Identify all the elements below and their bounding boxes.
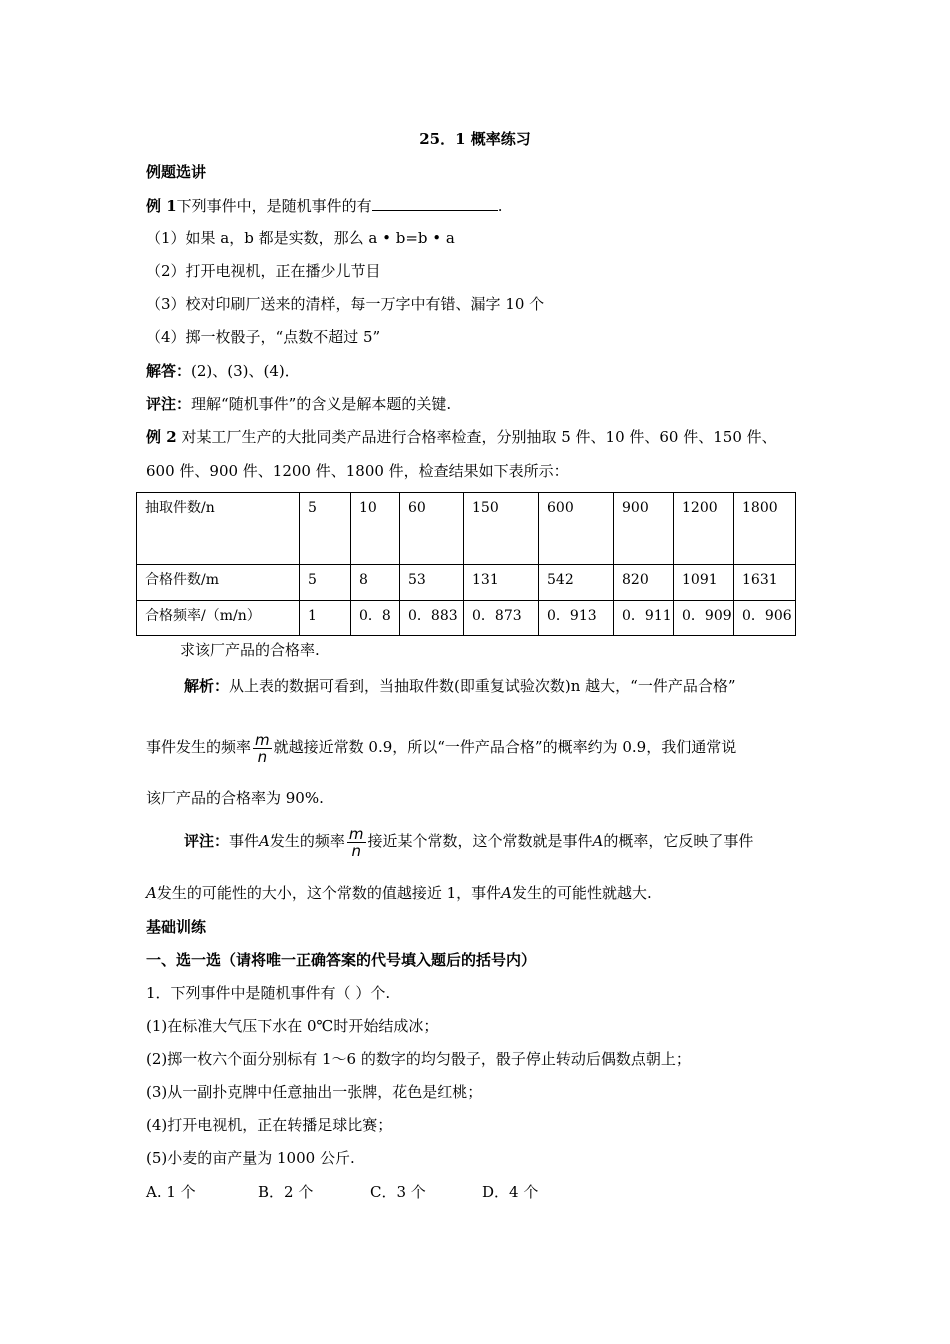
- example1-option-1: （1）如果 a，b 都是实数，那么 a • b=b • a: [146, 229, 455, 247]
- table-cell: 542: [539, 565, 614, 601]
- table-cell: 1200: [674, 493, 734, 565]
- table-cell: 5: [300, 493, 351, 565]
- analysis-line3: 该厂产品的合格率为 90%.: [146, 789, 324, 807]
- example2-label: 例 2: [146, 428, 177, 446]
- example2-line1: [146, 427, 777, 447]
- example1-answer: [146, 361, 300, 381]
- comment-text: 理解“随机事件”的含义是解本题的关键.: [191, 395, 452, 413]
- example1-label: 例 1: [146, 197, 177, 215]
- table-cell: 0．883: [400, 601, 464, 636]
- analysis-line2: [146, 727, 736, 767]
- example1-comment: [146, 394, 451, 414]
- table-cell: 10: [351, 493, 400, 565]
- comment-text: 发生的可能性的大小，这个常数的值越接近 1，事件: [156, 884, 502, 902]
- table-cell: 5: [300, 565, 351, 601]
- table-cell: 60: [400, 493, 464, 565]
- q1-choice-b: B．2 个: [258, 1183, 314, 1201]
- fraction-numerator: m: [348, 824, 364, 843]
- example1-text: 下列事件中，是随机事件的有: [176, 197, 372, 215]
- results-table: [136, 492, 796, 636]
- event-a: A: [259, 832, 270, 850]
- table-cell: 0．8: [351, 601, 400, 636]
- event-a: A: [501, 884, 513, 902]
- table-cell: 131: [464, 565, 539, 601]
- table-cell: 0．909: [674, 601, 734, 636]
- table-row: [137, 493, 796, 565]
- table-cell: 抽取件数/n: [137, 493, 300, 565]
- comment2-line2: [146, 883, 652, 903]
- table-cell: 0．913: [539, 601, 614, 636]
- table-cell: 8: [351, 565, 400, 601]
- table-cell: 600: [539, 493, 614, 565]
- q1-choice-a: A. 1 个: [146, 1183, 196, 1201]
- comment-label: 评注：: [146, 395, 192, 413]
- q1-stem: 1．下列事件中是随机事件有（ ）个.: [146, 984, 391, 1002]
- example2-line2: 600 件、900 件、1200 件、1800 件，检查结果如下表所示：: [146, 462, 569, 480]
- q1-item-2: (2)掷一枚六个面分别标有 1～6 的数字的均匀骰子，骰子停止转动后偶数点朝上；: [146, 1050, 691, 1068]
- table-cell: 0．873: [464, 601, 539, 636]
- q1-choice-d: D．4 个: [482, 1183, 539, 1201]
- q1-item-1: (1)在标准大气压下水在 0℃时开始结成冰；: [146, 1017, 439, 1035]
- example1-question: [146, 195, 502, 216]
- fraction-denominator: n: [257, 747, 268, 766]
- comment-text: 发生的频率: [269, 832, 345, 850]
- table-cell: 1091: [674, 565, 734, 601]
- example2-text: 对某工厂生产的大批同类产品进行合格率检查，分别抽取 5 件、10 件、60 件、150 件、: [181, 428, 777, 446]
- table-cell: 820: [614, 565, 674, 601]
- table-cell: 53: [400, 565, 464, 601]
- comment-text: 接近某个常数，这个常数就是事件: [367, 832, 593, 850]
- q1-choice-c: C．3 个: [370, 1183, 426, 1201]
- event-a: A: [146, 884, 157, 902]
- frequency-fraction: [347, 826, 366, 859]
- q1-item-3: (3)从一副扑克牌中任意抽出一张牌，花色是红桃；: [146, 1083, 483, 1101]
- example2-question: 求该厂产品的合格率.: [180, 641, 320, 659]
- table-row: [137, 565, 796, 601]
- page-title: 25．1 概率练习: [419, 130, 531, 148]
- part-heading: 一、选一选（请将唯一正确答案的代号填入题后的括号内）: [146, 951, 537, 969]
- section-heading-basic: 基础训练: [146, 918, 207, 936]
- table-cell: 0．911: [614, 601, 674, 636]
- table-cell: 150: [464, 493, 539, 565]
- q1-item-5: (5)小麦的亩产量为 1000 公斤.: [146, 1149, 355, 1167]
- table-cell: 合格件数/m: [137, 565, 300, 601]
- comment-text: 发生的可能性就越大.: [512, 884, 652, 902]
- table-cell: 1: [300, 601, 351, 636]
- example1-period: .: [497, 197, 503, 215]
- answer-text: (2)、(3)、(4)．: [191, 362, 300, 380]
- section-heading-examples: 例题选讲: [146, 163, 207, 181]
- analysis-text: 就越接近常数 0.9，所以“一件产品合格”的概率约为 0.9，我们通常说: [273, 738, 737, 756]
- fraction-denominator: n: [351, 841, 361, 860]
- example1-option-2: （2）打开电视机，正在播少儿节目: [146, 262, 381, 280]
- answer-label: 解答：: [146, 362, 192, 380]
- analysis-text: 从上表的数据可看到，当抽取件数(即重复试验次数)n 越大，“一件产品合格”: [229, 677, 736, 695]
- comment2-line1: [184, 821, 753, 861]
- frequency-fraction: [253, 732, 272, 765]
- q1-item-4: (4)打开电视机，正在转播足球比赛；: [146, 1116, 393, 1134]
- example1-option-4: （4）掷一枚骰子，“点数不超过 5”: [146, 328, 381, 346]
- comment-text: 的概率，它反映了事件: [603, 832, 754, 850]
- table-cell: 合格频率/（m/n）: [137, 601, 300, 636]
- analysis-text: 事件发生的频率: [146, 738, 252, 756]
- analysis-label: 解析：: [184, 677, 230, 695]
- fraction-numerator: m: [255, 730, 270, 749]
- table-cell: 900: [614, 493, 674, 565]
- answer-blank: [372, 195, 498, 211]
- analysis-line1: [184, 676, 736, 696]
- comment-text: 事件: [229, 832, 260, 850]
- table-cell: 0．906: [734, 601, 796, 636]
- table-row: [137, 601, 796, 636]
- event-a: A: [592, 832, 604, 850]
- table-cell: 1631: [734, 565, 796, 601]
- comment-label: 评注：: [184, 832, 230, 850]
- example1-option-3: （3）校对印刷厂送来的清样，每一万字中有错、漏字 10 个: [146, 295, 545, 313]
- table-cell: 1800: [734, 493, 796, 565]
